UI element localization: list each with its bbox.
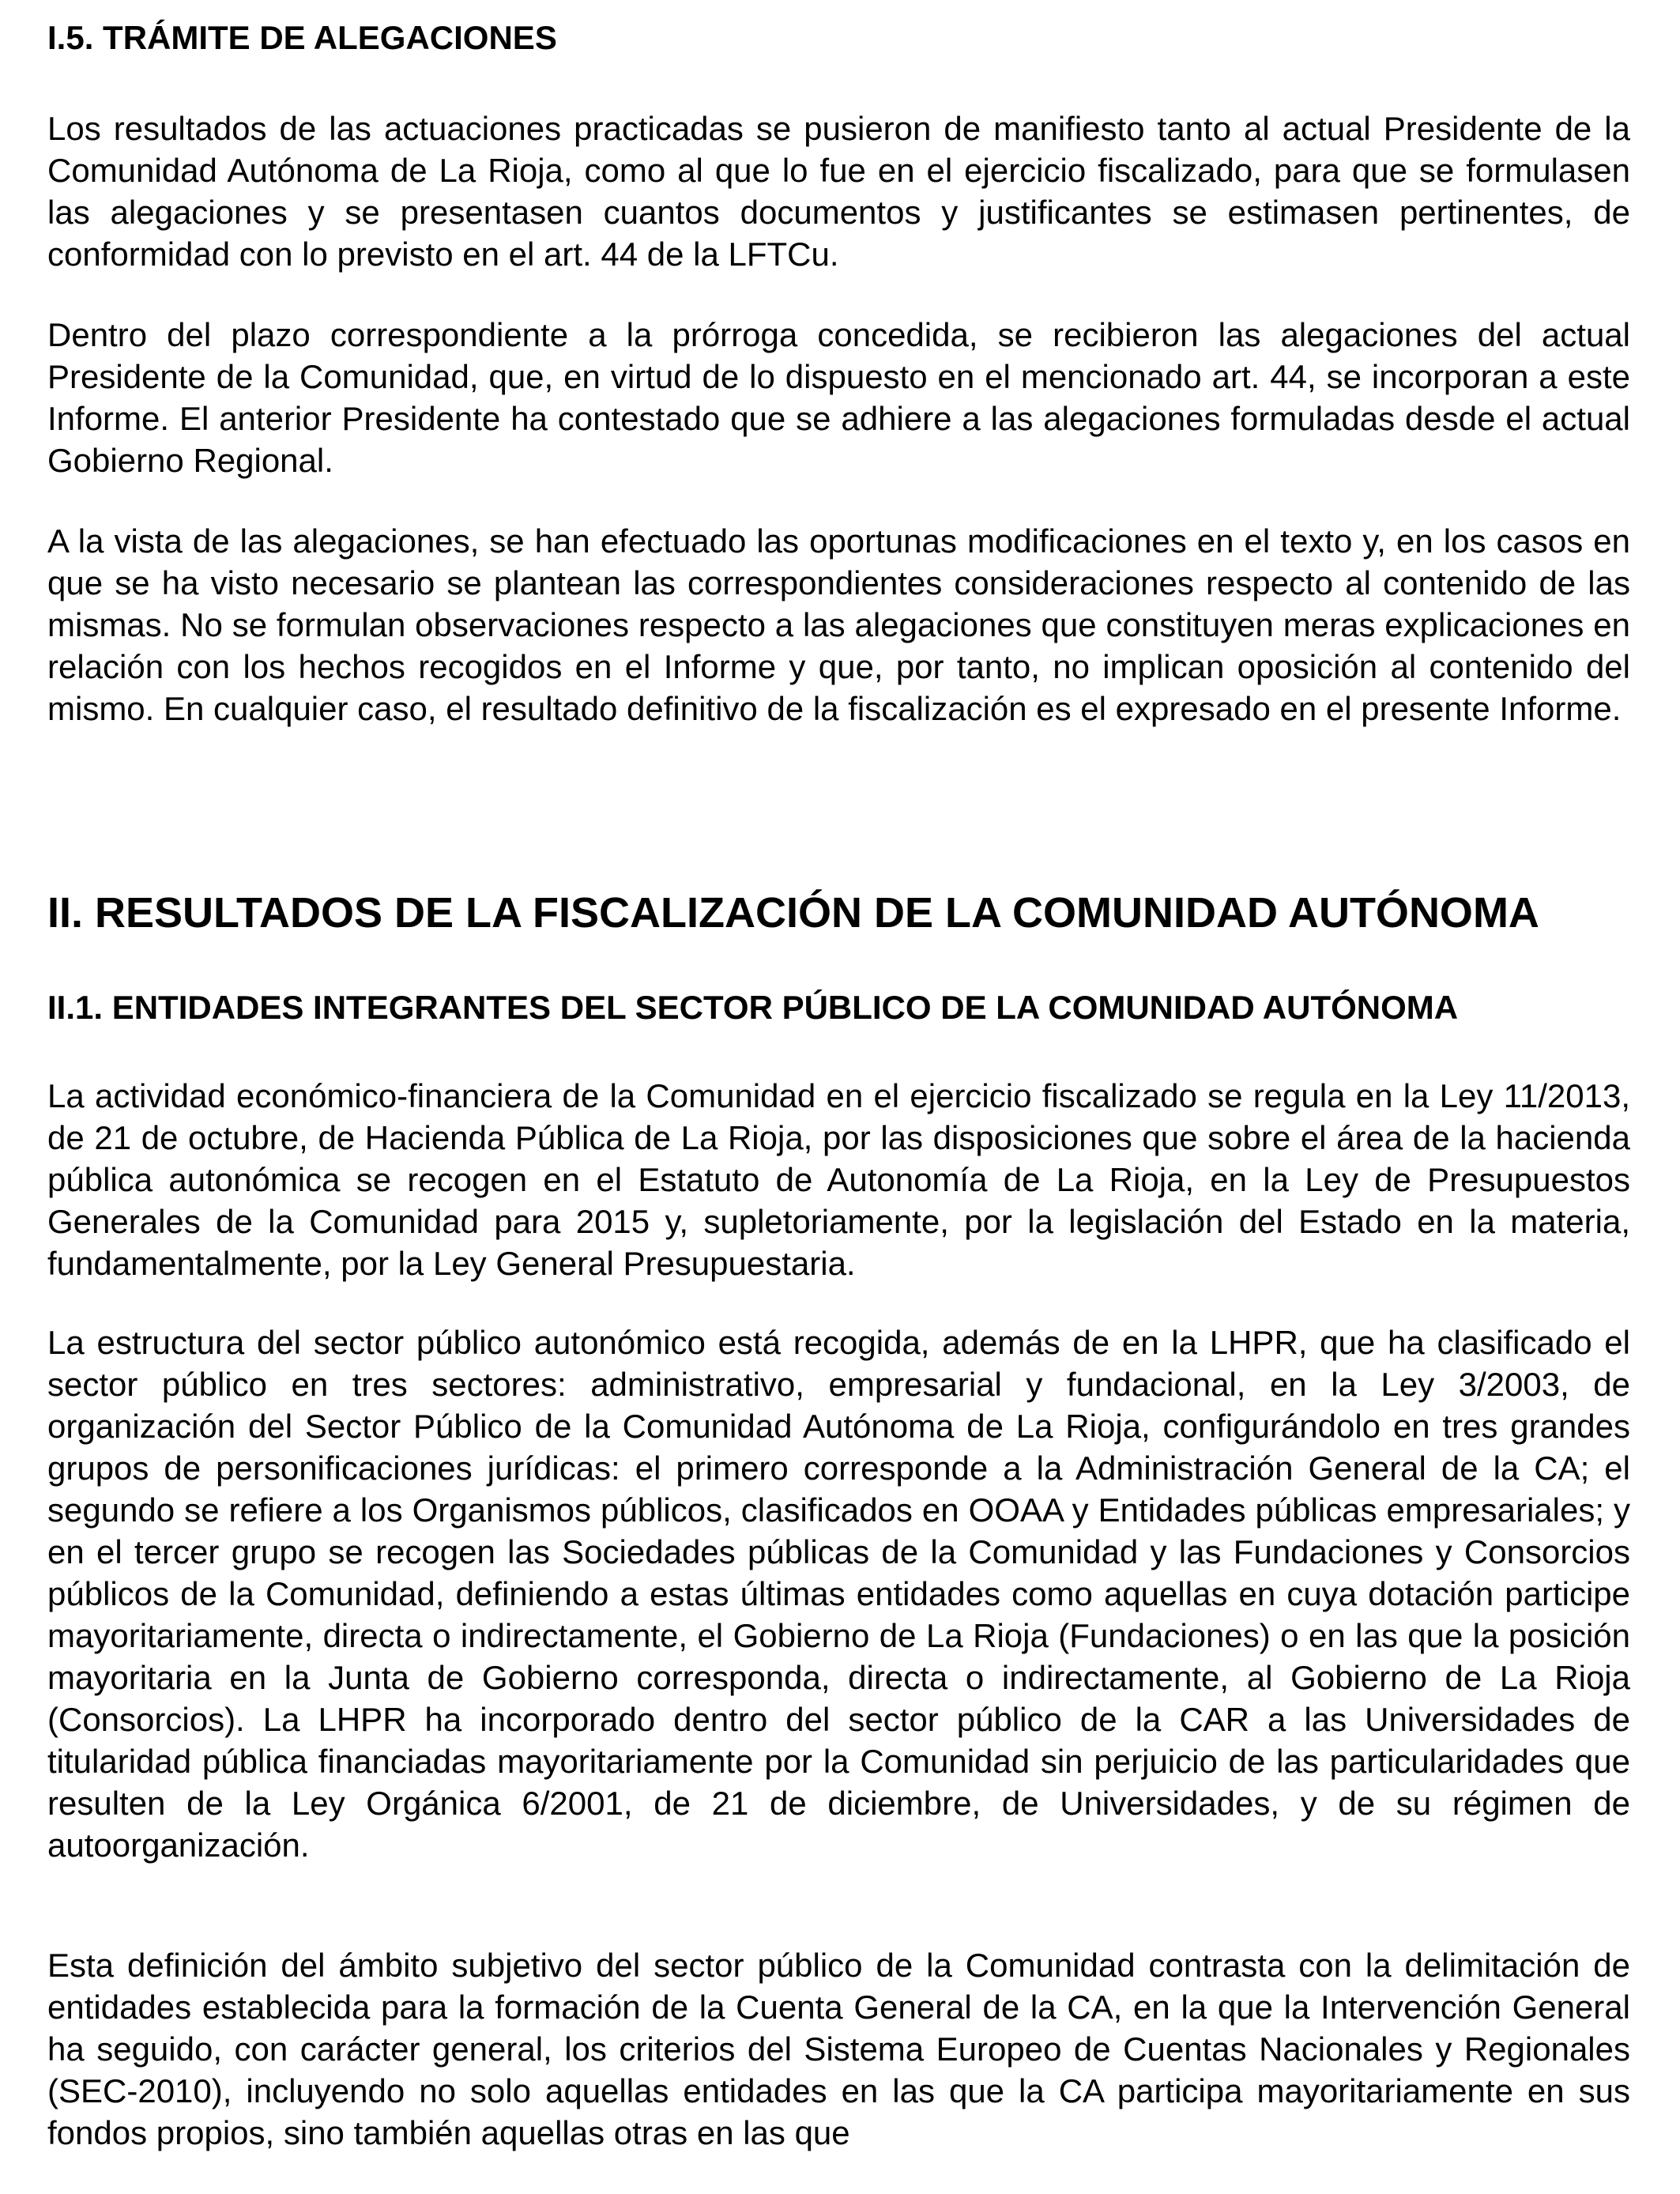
paragraph: Los resultados de las actuaciones practicadas se pusieron de manifiesto tanto al actual Presidente de la Comunidad Autónoma de La Rioja, como al que lo fue en el ejercicio fiscalizado, para que se formulasen las alegaciones y se presentasen cuantos documentos y justificantes se estimasen pertinentes, de conformidad con lo previsto en el art. 44 de la LFTCu. (47, 110, 1630, 273)
paragraph: La actividad económico-financiera de la Comunidad en el ejercicio fiscalizado se regula en la Ley 11/2013, de 21 de octubre, de Hacienda Pública de La Rioja, por las disposiciones que sobre el área de la hacienda pública autonómica se recogen en el Estatuto de Autonomía de La Rioja, en la Ley de Presupuestos Generales de la Comunidad para 2015 y, supletoriamente, por la legislación del Estado en la materia, fundamentalmente, por la Ley General Presupuestaria. (47, 1077, 1630, 1282)
paragraph: A la vista de las alegaciones, se han efectuado las oportunas modificaciones en el texto y, en los casos en que se ha visto necesario se plantean las correspondientes consideraciones respecto al contenido de las mismas. No se formulan observaciones respecto a las alegaciones que constituyen meras explicaciones en relación con los hechos recogidos en el Informe y que, por tanto, no implican oposición al contenido del mismo. En cualquier caso, el resultado definitivo de la fiscalización es el expresado en el presente Informe. (47, 522, 1630, 727)
section-heading: II.1. ENTIDADES INTEGRANTES DEL SECTOR PÚBLICO DE LA COMUNIDAD AUTÓNOMA (47, 989, 1459, 1026)
paragraph: Dentro del plazo correspondiente a la prórroga concedida, se recibieron las alegaciones del actual Presidente de la Comunidad, que, en virtud de lo dispuesto en el mencionado art. 44, se incorporan a este Informe. El anterior Presidente ha contestado que se adhiere a las alegaciones formuladas desde el actual Gobierno Regional. (47, 316, 1630, 479)
paragraph: Esta definición del ámbito subjetivo del sector público de la Comunidad contrasta con la delimitación de entidades establecida para la formación de la Cuenta General de la CA, en la que la Intervención General ha seguido, con carácter general, los criterios del Sistema Europeo de Cuentas Nacionales y Regionales (SEC-2010), incluyendo no solo aquellas entidades en las que la CA participa mayoritariamente en sus fondos propios, sino también aquellas otras en las que (47, 1947, 1630, 2151)
paragraph: La estructura del sector público autonómico está recogida, además de en la LHPR, que ha clasificado el sector público en tres sectores: administrativo, empresarial y fundacional, en la Ley 3/2003, de organización del Sector Público de la Comunidad Autónoma de La Rioja, configurándolo en tres grandes grupos de personificaciones jurídicas: el primero corresponde a la Administración General de la CA; el segundo se refiere a los Organismos públicos, clasificados en OOAA y Entidades públicas empresariales; y en el tercer grupo se recogen las Sociedades públicas de la Comunidad y las Fundaciones y Consorcios públicos de la Comunidad, definiendo a estas últimas entidades como aquellas en cuya dotación participe mayoritariamente, directa o indirectamente, el Gobierno de La Rioja (Fundaciones) o en las que la posición mayoritaria en la Junta de Gobierno corresponda, directa o indirectamente, al Gobierno de La Rioja (Consorcios). La LHPR ha incorporado dentro del sector público de la CAR a las Universidades de titularidad pública financiadas mayoritariamente por la Comunidad sin perjuicio de las particularidades que resulten de la Ley Orgánica 6/2001, de 21 de diciembre, de Universidades, y de su régimen de autoorganización. (47, 1324, 1630, 1864)
chapter-heading: II. RESULTADOS DE LA FISCALIZACIÓN DE LA COMUNIDAD AUTÓNOMA (47, 889, 1539, 937)
section-heading: I.5. TRÁMITE DE ALEGACIONES (47, 19, 557, 56)
